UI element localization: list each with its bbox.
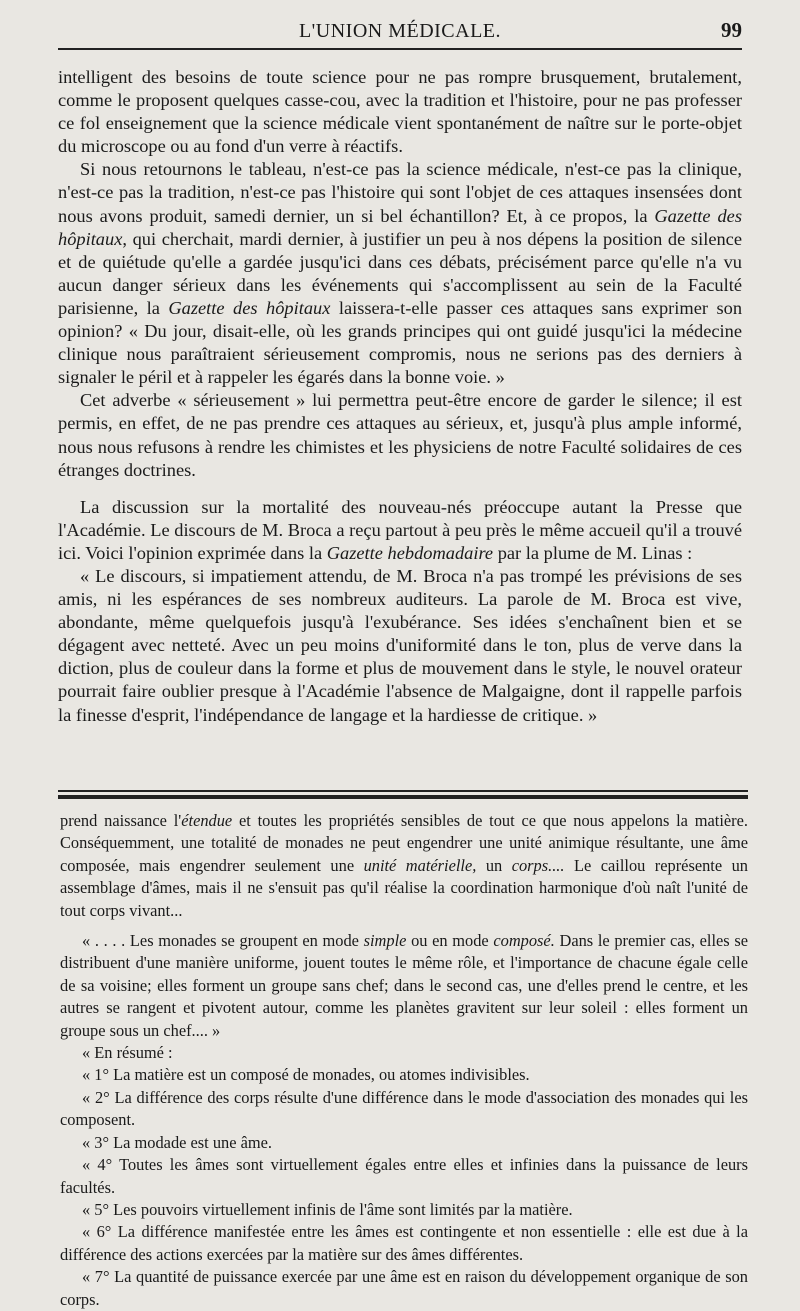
paragraph-2-text-a: Si nous retournons le tableau, n'est-ce pas la science médicale, n'est-ce pas la clinique, n'est-ce pas la tradition, n'est-ce pas l'histoire qui sont l'objet de ces attaques insensées dont nous avons produit, samedi dernier, un si bel échantillon? Et, à ce propos, la: [58, 159, 742, 226]
summary-item-3: « 3° La modade est une âme.: [82, 1132, 272, 1152]
text-run: Dans le premier cas, elles se distribuent d'une manière uniforme, jouent toutes le même rôle, et l'importance de chacune égale celle de sa voisine; elles forment un groupe sans chef; dans le second cas, une d'elles prend le centre, et les autres se rangent et pivotent autour, comme les planètes gravitent sur leur soleil : elles forment un groupe sous un chef.... »: [60, 931, 748, 1040]
summary-heading: « En résumé :: [82, 1043, 173, 1063]
divider-thick-rule: [58, 795, 748, 799]
paragraph-1: intelligent des besoins de toute science pour ne pas rompre brusquement, brutalement, comme le proposent quelques casse-cou, avec la tradition et l'histoire, pour ne pas professer ce fol enseignement que la science médicale vient spontanément de naître sur le porte-objet du microscope ou au fond d'un verre à réactifs.: [58, 67, 742, 157]
text-run: prend naissance l': [60, 811, 182, 830]
italic-term: corps....: [511, 855, 565, 875]
text-run: un: [476, 855, 512, 875]
journal-title: Gazette des hôpitaux: [58, 205, 743, 249]
feuilleton-paragraph-2: [60, 930, 748, 1042]
journal-title: Gazette des hôpitaux: [168, 297, 331, 318]
paragraph-4-text-a: La discussion sur la mortalité des nouveau-nés préoccupe autant la Presse que l'Académie. Le discours de M. Broca a reçu partout à peu près le même accueil qu'il a trouvé ici. Voici l'opinion exprimée dans la: [58, 496, 742, 563]
feuilleton: [60, 810, 748, 1311]
section-divider: [58, 790, 748, 800]
summary-item-7: « 7° La quantité de puissance exercée par une âme est en raison du développement organique de son corps.: [60, 1267, 748, 1309]
running-title: L'UNION MÉDICALE.: [298, 20, 502, 42]
italic-term: étendue: [181, 811, 233, 830]
paragraph-2-text-b: , qui cherchait, mardi dernier, à justifier un peu à nos dépens la position de silence et de quiétude qu'elle a gardée jusqu'ici dans ces débats, précisément parce qu'elle n'a vu aucun danger sérieux dans les événements qui s'accomplissent au sein de la Faculté parisienne, la: [58, 228, 742, 318]
summary-item-6: « 6° La différence manifestée entre les âmes est contingente et non essentielle : elle est due à la différence des actions exercées par la matière sur des âmes différentes.: [60, 1222, 748, 1264]
paragraph-4-text-b: par la plume de M. Linas :: [493, 542, 693, 563]
header-rule: [58, 48, 742, 50]
italic-term: simple: [363, 931, 407, 951]
summary-item-4: « 4° Toutes les âmes sont virtuellement égales entre elles et infinies dans la puissance de leurs facultés.: [60, 1155, 748, 1197]
divider-thin-rule: [58, 790, 748, 792]
italic-term: unité matérielle,: [363, 855, 477, 875]
text-run: « . . . . Les monades se groupent en mode: [82, 931, 364, 951]
page-header: [58, 14, 742, 50]
summary-item-5: « 5° Les pouvoirs virtuellement infinis de l'âme sont limités par la matière.: [82, 1199, 573, 1219]
paragraph-3: Cet adverbe « sérieusement » lui permettra peut-être encore de garder le silence; il est permis, en effet, de ne pas prendre ces attaques au sérieux, et, jusqu'à plus ample informé, nous nous refusons à rendre les chimistes et les physiciens de notre Faculté solidaires de ces étranges doctrines.: [58, 390, 742, 480]
paragraph-2-text-c: laissera-t-elle passer ces attaques sans exprimer son opinion? « Du jour, disait-elle, où les grands principes qui ont guidé jusqu'ici la médecine clinique nous paraîtraient sérieusement compromis, nous ne serions pas des derniers à signaler le péril et à rappeler les égarés dans la bonne voie. »: [58, 297, 743, 388]
text-run: et toutes les propriétés sensibles de tout ce que nous appelons la matière. Conséquemment, une totalité de monades ne peut engendrer une unité animique résultante, une âme composée, mais engendrer seulement une: [60, 811, 748, 875]
summary-item-2: « 2° La différence des corps résulte d'une différence dans le mode d'association des monades qui les composent.: [60, 1087, 748, 1130]
quoted-paragraph: « Le discours, si impatiement attendu, de M. Broca n'a pas trompé les prévisions de ses amis, ni les espérances de ses nombreux auditeurs. La parole de M. Broca est vive, abondante, même quelquefois jusqu'à l'exubérance. Ses idées s'enchaînent bien et se dégagent avec netteté. Avec un peu moins d'uniformité dans le ton, plus de verve dans la diction, plus de couleur dans la forme et plus de mouvement dans le style, le nouvel orateur pourrait faire oublier presque à l'Académie l'absence de Malgaigne, dont il rappelle parfois la finesse d'esprit, l'indépendance de langage et la hardiesse de critique. »: [58, 565, 742, 725]
main-article: [58, 66, 742, 727]
paragraph-2: [58, 158, 742, 389]
summary-item-1: « 1° La matière est un composé de monades, ou atomes indivisibles.: [82, 1065, 530, 1085]
italic-term: composé.: [493, 931, 555, 951]
text-run: Le caillou représente un assemblage d'âmes, mais il ne s'ensuit pas qu'il réalise la coordination harmonique d'où naît l'unité de tout corps vivant...: [60, 855, 748, 920]
page-number: 99: [721, 18, 742, 42]
text-run: ou en mode: [406, 931, 494, 951]
paragraph-4: [58, 496, 742, 565]
feuilleton-paragraph-1: [60, 810, 748, 922]
journal-title: Gazette hebdomadaire: [326, 542, 494, 563]
